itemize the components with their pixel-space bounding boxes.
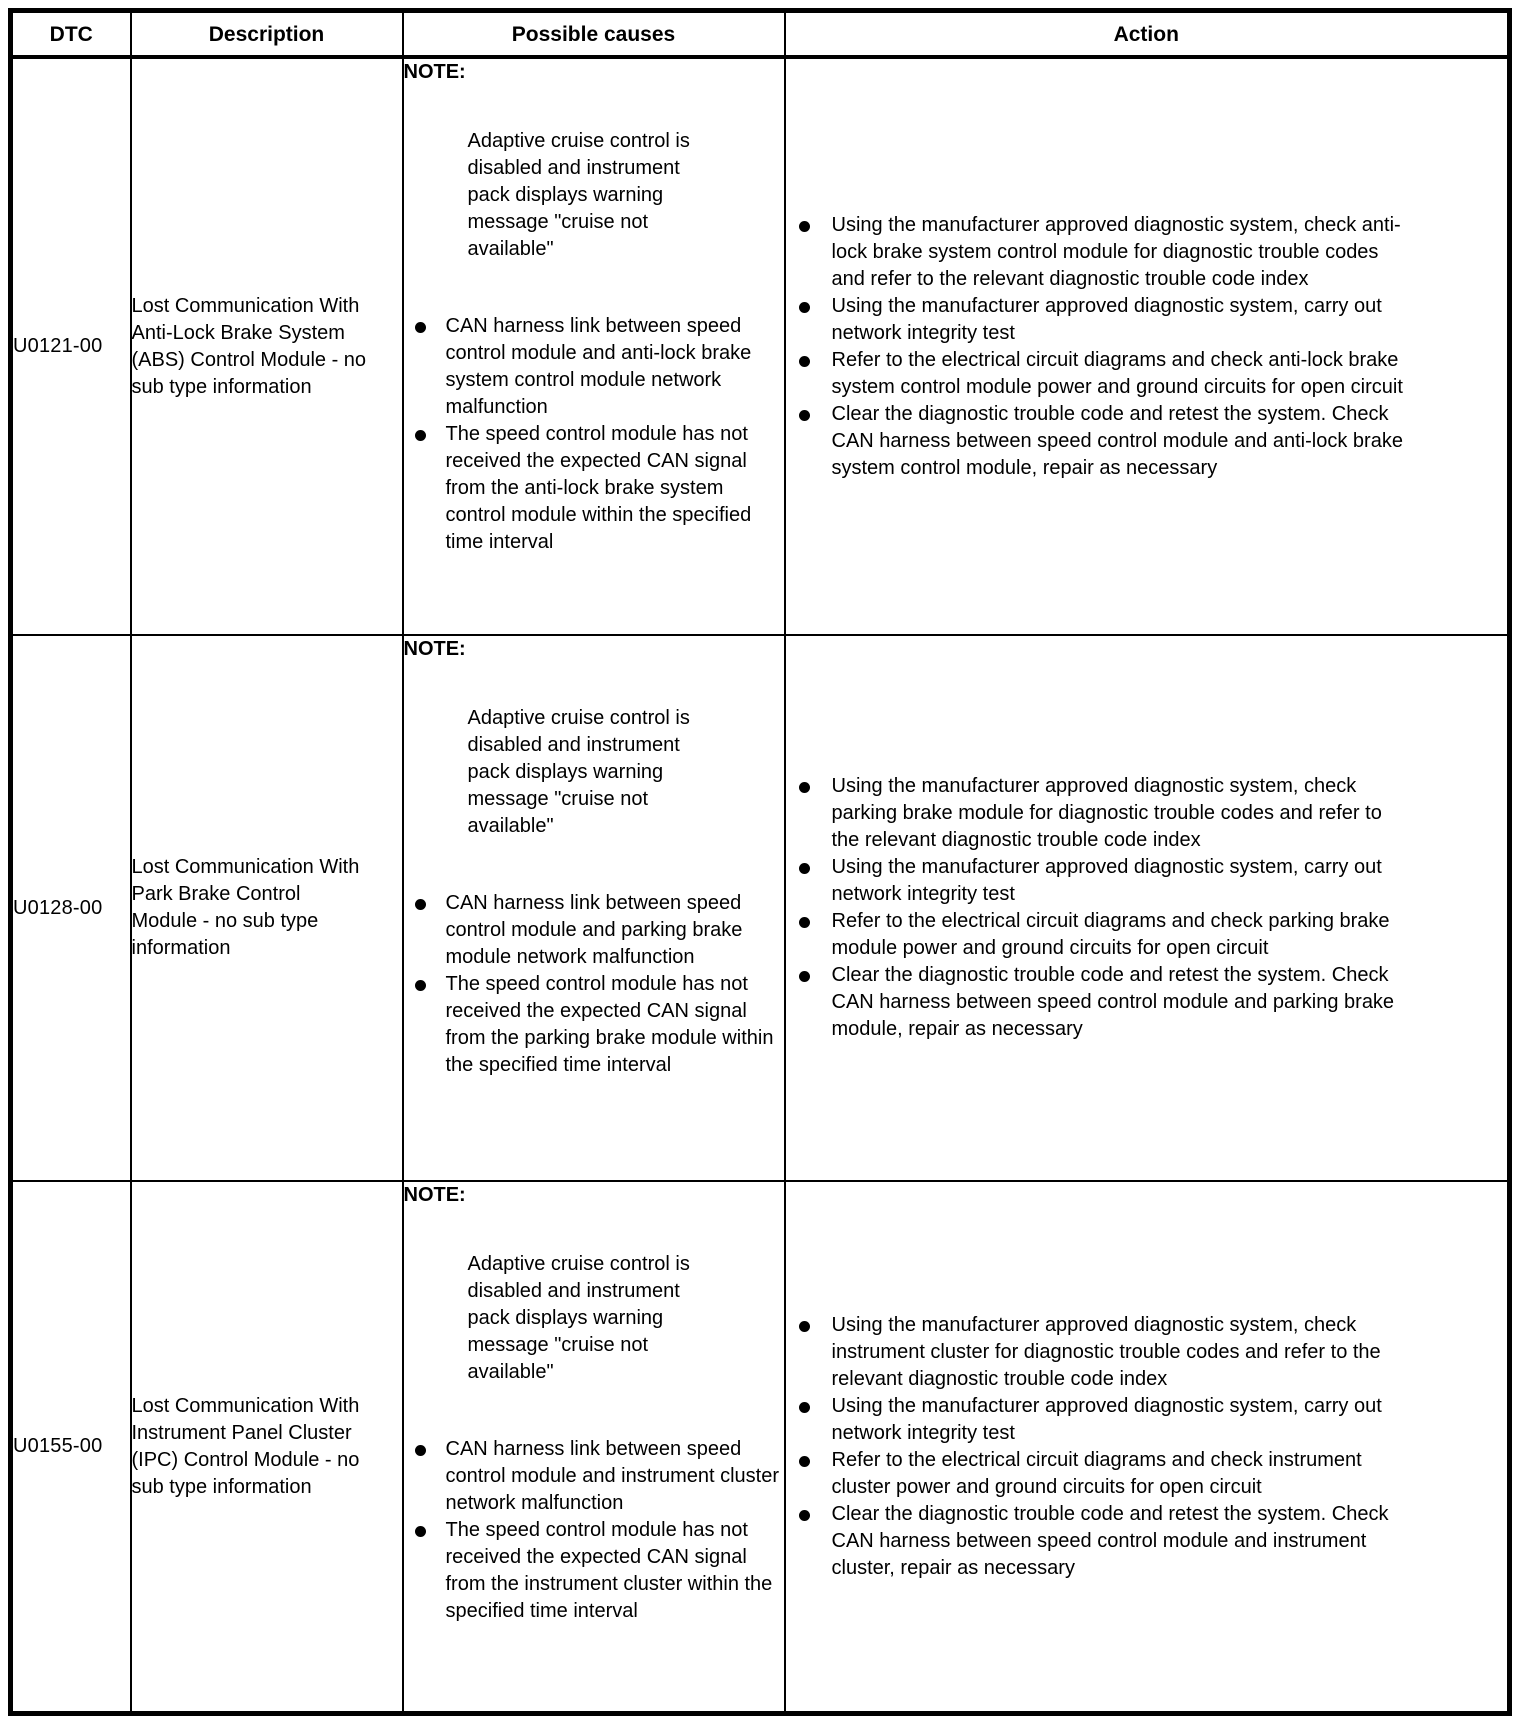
dtc-code: U0121-00	[11, 57, 131, 635]
action-list	[786, 212, 1508, 482]
note-label: NOTE:	[403, 638, 466, 660]
table-row	[11, 1181, 1510, 1714]
description-text: Lost Communication With Instrument Panel Cluster (IPC) Control Module - no sub type information	[131, 1394, 360, 1498]
action-cell	[785, 635, 1510, 1181]
action-item: Using the manufacturer approved diagnostic system, check instrument cluster for diagnostic trouble codes and refer to the relevant diagnostic trouble code index	[786, 1312, 1412, 1393]
action-item: Clear the diagnostic trouble code and retest the system. Check CAN harness between speed control module and anti-lock brake system control module, repair as necessary	[786, 401, 1412, 482]
description-text: Lost Communication With Anti-Lock Brake System (ABS) Control Module - no sub type information	[131, 294, 367, 398]
header-dtc: DTC	[11, 11, 131, 58]
description-cell	[131, 1181, 403, 1714]
note-label: NOTE:	[403, 1184, 466, 1206]
table-row	[11, 57, 1510, 635]
causes-list	[404, 1436, 784, 1625]
header-description: Description	[131, 11, 403, 58]
note-label: NOTE:	[403, 61, 466, 83]
note-text: Adaptive cruise control is disabled and instrument pack displays warning message "cruise not available"	[467, 1253, 690, 1383]
dtc-table	[8, 8, 1512, 1716]
header-row	[11, 11, 1510, 58]
cause-item: CAN harness link between speed control module and parking brake module network malfunction	[404, 890, 784, 971]
causes-list	[404, 890, 784, 1079]
causes-list	[404, 313, 784, 556]
header-action: Action	[785, 11, 1510, 58]
action-item: Using the manufacturer approved diagnostic system, carry out network integrity test	[786, 854, 1412, 908]
action-item: Using the manufacturer approved diagnostic system, carry out network integrity test	[786, 293, 1412, 347]
description-cell	[131, 635, 403, 1181]
action-item: Refer to the electrical circuit diagrams and check instrument cluster power and ground circuits for open circuit	[786, 1447, 1412, 1501]
cause-item: The speed control module has not received the expected CAN signal from the parking brake module within the specified time interval	[404, 971, 784, 1079]
cause-item: CAN harness link between speed control module and instrument cluster network malfunction	[404, 1436, 784, 1517]
note-text: Adaptive cruise control is disabled and instrument pack displays warning message "cruise not available"	[467, 130, 690, 260]
table-row	[11, 635, 1510, 1181]
description-text: Lost Communication With Park Brake Control Module - no sub type information	[131, 856, 360, 959]
action-item: Using the manufacturer approved diagnostic system, check anti-lock brake system control module for diagnostic trouble codes and refer to the relevant diagnostic trouble code index	[786, 212, 1412, 293]
cause-item: The speed control module has not received the expected CAN signal from the instrument cluster within the specified time interval	[404, 1517, 784, 1625]
action-item: Refer to the electrical circuit diagrams and check anti-lock brake system control module power and ground circuits for open circuit	[786, 347, 1412, 401]
cause-item: The speed control module has not received the expected CAN signal from the anti-lock brake system control module within the specified time interval	[404, 421, 784, 556]
action-item: Using the manufacturer approved diagnostic system, check parking brake module for diagnostic trouble codes and refer to the relevant diagnostic trouble code index	[786, 773, 1412, 854]
action-cell	[785, 57, 1510, 635]
causes-cell	[403, 1181, 785, 1714]
cause-item: CAN harness link between speed control module and anti-lock brake system control module network malfunction	[404, 313, 784, 421]
causes-cell	[403, 635, 785, 1181]
header-possible-causes: Possible causes	[403, 11, 785, 58]
dtc-code: U0128-00	[11, 635, 131, 1181]
action-list	[786, 1312, 1508, 1582]
description-cell	[131, 57, 403, 635]
causes-cell	[403, 57, 785, 635]
note-text: Adaptive cruise control is disabled and instrument pack displays warning message "cruise not available"	[467, 707, 690, 837]
action-cell	[785, 1181, 1510, 1714]
action-item: Clear the diagnostic trouble code and retest the system. Check CAN harness between speed control module and instrument cluster, repair as necessary	[786, 1501, 1412, 1582]
action-item: Clear the diagnostic trouble code and retest the system. Check CAN harness between speed control module and parking brake module, repair as necessary	[786, 962, 1412, 1043]
dtc-code: U0155-00	[11, 1181, 131, 1714]
action-item: Refer to the electrical circuit diagrams and check parking brake module power and ground circuits for open circuit	[786, 908, 1412, 962]
action-item: Using the manufacturer approved diagnostic system, carry out network integrity test	[786, 1393, 1412, 1447]
action-list	[786, 773, 1508, 1043]
